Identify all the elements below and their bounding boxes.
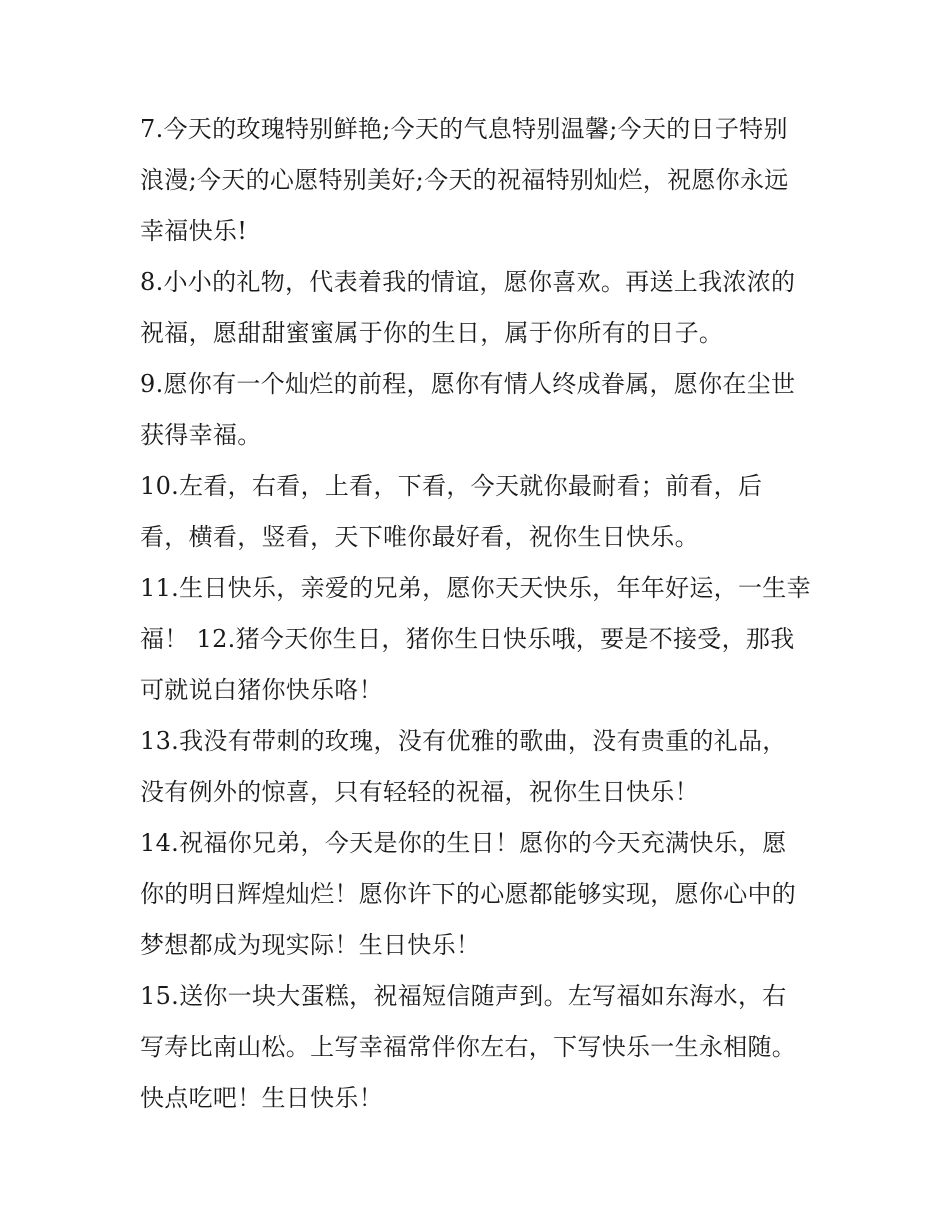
text-line: 福！ 12.猪今天你生日，猪你生日快乐哦，要是不接受，那我 <box>140 625 795 653</box>
text-line: 没有例外的惊喜，只有轻轻的祝福，祝你生日快乐！ <box>140 778 699 806</box>
text-line: 祝福，愿甜甜蜜蜜属于你的生日，属于你所有的日子。 <box>140 319 724 347</box>
paragraph-7 <box>140 104 820 257</box>
text-line: 幸福快乐! <box>140 217 248 245</box>
text-line: 浪漫;今天的心愿特别美好;今天的祝福特别灿烂，祝愿你永远 <box>140 166 789 194</box>
text-line: 写寿比南山松。上写幸福常伴你左右，下写快乐一生永相随。 <box>140 1033 797 1061</box>
text-line: 13.我没有带刺的玫瑰，没有优雅的歌曲，没有贵重的礼品， <box>140 727 787 755</box>
text-line: 快点吃吧！生日快乐！ <box>140 1084 383 1112</box>
text-line: 你的明日辉煌灿烂！愿你许下的心愿都能够实现，愿你心中的 <box>140 880 797 908</box>
text-line: 15.送你一块大蛋糕，祝福短信随声到。左写福如东海水，右 <box>140 982 787 1010</box>
text-line: 8.小小的礼物，代表着我的情谊，愿你喜欢。再送上我浓浓的 <box>140 268 796 296</box>
text-line: 14.祝福你兄弟，今天是你的生日！愿你的今天充满快乐，愿 <box>140 829 787 857</box>
paragraph-15 <box>140 971 820 1124</box>
paragraph-13 <box>140 716 820 818</box>
text-line: 获得幸福。 <box>140 421 262 449</box>
paragraph-8 <box>140 257 820 359</box>
paragraph-10 <box>140 461 820 563</box>
paragraph-11-12 <box>140 563 820 716</box>
text-line: 11.生日快乐，亲爱的兄弟，愿你天天快乐，年年好运，一生幸 <box>140 574 811 602</box>
text-line: 看，横看，竖看，天下唯你最好看，祝你生日快乐。 <box>140 523 699 551</box>
paragraph-14 <box>140 818 820 971</box>
text-line: 9.愿你有一个灿烂的前程，愿你有情人终成眷属，愿你在尘世 <box>140 370 796 398</box>
text-line: 7.今天的玫瑰特别鲜艳;今天的气息特别温馨;今天的日子特别 <box>140 115 788 143</box>
text-line: 梦想都成为现实际！生日快乐！ <box>140 931 481 959</box>
text-line: 10.左看，右看，上看，下看，今天就你最耐看；前看，后 <box>140 472 763 500</box>
text-line: 可就说白猪你快乐咯！ <box>140 676 383 704</box>
document-body <box>140 104 820 1124</box>
paragraph-9 <box>140 359 820 461</box>
